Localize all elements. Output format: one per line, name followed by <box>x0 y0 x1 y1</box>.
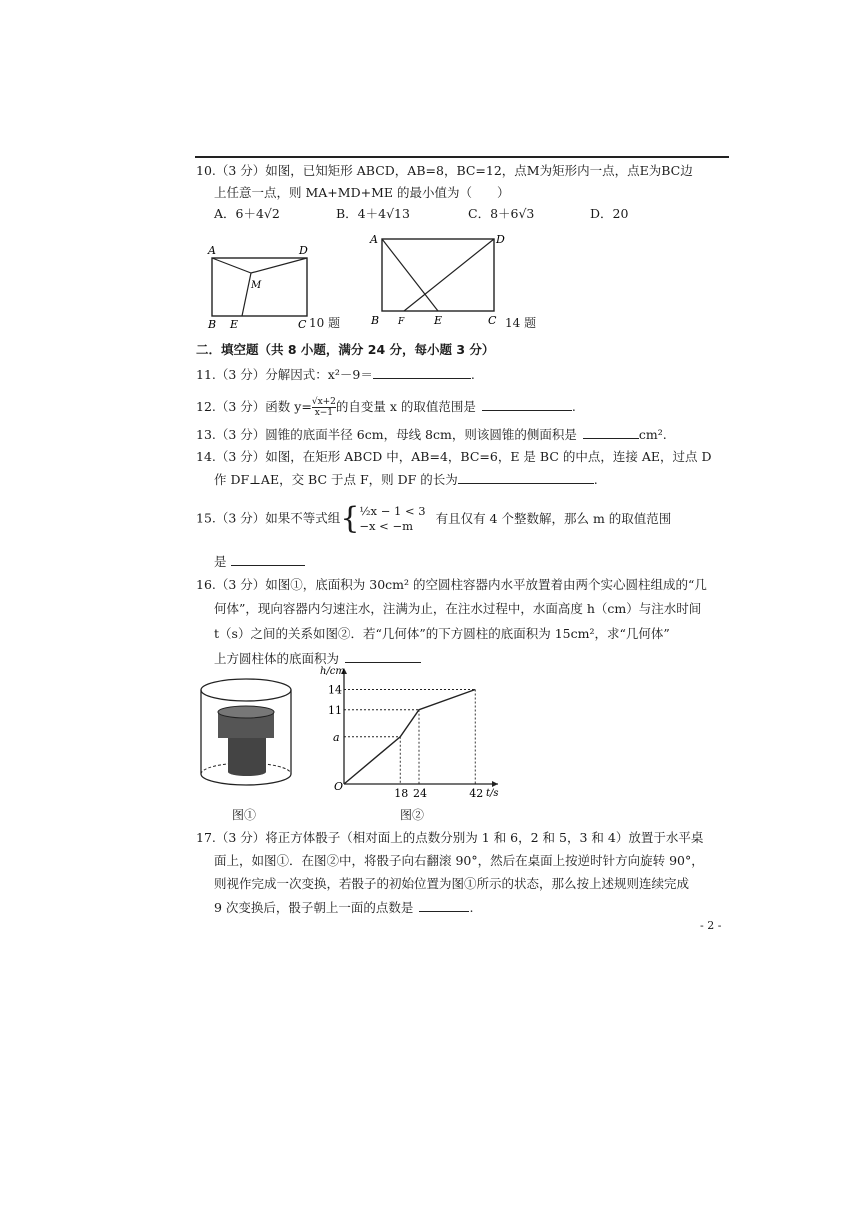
q16-figure-1 <box>196 672 306 798</box>
x-tick-label-18: 18 <box>394 787 409 798</box>
q11-stem: 11.（3 分）分解因式：x²－9＝ <box>196 367 373 382</box>
q10-option-a: A．6＋4√2 <box>214 206 280 221</box>
q16-line2: 何体”，现向容器内匀速注水，注满为止，在注水过程中，水面高度 h（cm）与注水时间 <box>214 601 702 616</box>
q14-answer-blank[interactable] <box>458 471 594 484</box>
q10-option-d: D．20 <box>590 206 629 221</box>
y-tick-label-11: 11 <box>328 703 342 717</box>
q17-answer-blank[interactable] <box>419 899 469 912</box>
q12-text: 12.（3 分）函数 y= $\frac{√x+2}{x-1}$ 的自变量 x 的取值范围是 . <box>196 397 576 418</box>
top-rule <box>195 156 729 158</box>
q15-inequality-2: −x < −m <box>359 519 414 533</box>
q14-segment-df <box>404 239 494 311</box>
q13-answer-blank[interactable] <box>583 426 639 439</box>
q10-label-c: C <box>298 318 307 331</box>
q10-label-a: A <box>208 244 216 257</box>
x-tick-label-24: 24 <box>413 787 427 798</box>
x-axis-label: t/s <box>486 788 499 798</box>
q10-figure-caption: 10 题 <box>309 316 341 330</box>
q16-figure-2-caption: 图② <box>400 808 425 822</box>
q15-inequality-1: ½x − 1 < 3 <box>359 504 426 518</box>
q17-stem: 9 次变换后，骰子朝上一面的点数是 <box>214 900 414 915</box>
q14-label-d: D <box>496 233 505 246</box>
q14-label-e: E <box>434 314 443 327</box>
q10-label-e: E <box>230 318 239 331</box>
q10-segment-md <box>251 258 307 273</box>
y-axis-label: h/cm <box>320 666 345 677</box>
q15-prefix: 15.（3 分）如果不等式组 <box>196 510 341 526</box>
q12-denominator: x−1 <box>314 408 334 418</box>
q11-answer-blank[interactable] <box>373 366 471 379</box>
q15-inequality-system <box>359 504 425 534</box>
q15-line2 <box>214 553 305 570</box>
q15-answer-blank[interactable] <box>231 553 305 566</box>
q10-label-b: B <box>208 318 217 331</box>
q10-label-m: M <box>251 280 262 291</box>
q10-stem-line1: 10.（3 分）如图，已知矩形 ABCD，AB=8，BC=12，点M为矩形内一点，点E为BC边 <box>196 163 693 178</box>
q14-label-f: F <box>398 317 405 327</box>
q10-option-b: B．4＋4√13 <box>336 206 410 221</box>
q16-line3: t（s）之间的关系如图②．若“几何体”的下方圆柱的底面积为 15cm²，求“几何体” <box>214 626 670 641</box>
y-tick-label-14: 14 <box>328 683 342 697</box>
x-tick-label-42: 42 <box>469 787 484 798</box>
y-tick-label-a: a <box>333 730 340 744</box>
q10-segment-me <box>242 273 251 316</box>
q16-line1: 16.（3 分）如图①，底面积为 30cm² 的空圆柱容器内水平放置着由两个实心圆柱组成的“几 <box>196 577 707 592</box>
q14-rectangle <box>382 239 494 311</box>
origin-label: O <box>334 780 344 793</box>
q17-line1: 17.（3 分）将正方体骰子（相对面上的点数分别为 1 和 6，2 和 5，3 和 4）放置于水平桌 <box>196 830 704 845</box>
q10-option-c: C．8＋6√3 <box>468 206 535 221</box>
x-axis-arrow <box>492 781 498 787</box>
q10-segment-ma <box>212 258 251 273</box>
q14-figure-caption: 14 题 <box>505 316 537 330</box>
q15-suffix: 有且仅有 4 个整数解，那么 m 的取值范围 <box>435 510 672 526</box>
series-line <box>344 690 475 785</box>
q15-line2-text: 是 <box>214 554 227 569</box>
q15-line1: 15.（3 分）如果不等式组{ ½x − 1 < 3 −x < −m 有且仅有 4 个整数解，那么 m 的取值范围 <box>196 501 672 536</box>
q11-text: 11.（3 分）分解因式：x²－9＝ . <box>196 367 475 382</box>
lower-solid-cylinder <box>228 738 266 772</box>
q16-figure-2 <box>318 662 508 802</box>
q10-label-d: D <box>299 244 308 257</box>
q14-label-b: B <box>371 314 380 327</box>
q13-unit: cm². <box>638 427 667 442</box>
q13-text <box>196 426 667 443</box>
q13-stem: 13.（3 分）圆锥的底面半径 6cm，母线 8cm，则该圆锥的侧面积是 <box>196 427 577 442</box>
q14-figure <box>368 225 508 334</box>
q12-prefix: 12.（3 分）函数 y= <box>196 399 312 414</box>
q12-numerator: √x+2 <box>311 397 336 407</box>
q16-stem: 上方圆柱体的底面积为 <box>214 651 340 666</box>
section-fill-in-title: 二．填空题（共 8 小题，满分 24 分，每小题 3 分） <box>196 342 495 357</box>
q14-stem: 作 DF⊥AE，交 BC 于点 F，则 DF 的长为 <box>214 472 458 487</box>
q14-segment-ae <box>382 239 438 311</box>
container-top-ellipse <box>201 679 291 701</box>
q14-line1: 14.（3 分）如图，在矩形 ABCD 中，AB=4，BC=6，E 是 BC 的中点，连接 AE，过点 D <box>196 449 712 464</box>
q14-label-c: C <box>488 314 497 327</box>
q14-line2: 作 DF⊥AE，交 BC 于点 F，则 DF 的长为 . <box>214 472 598 487</box>
page-number: - 2 - <box>700 919 722 932</box>
q17-line4: 9 次变换后，骰子朝上一面的点数是 . <box>214 900 474 915</box>
q16-figure-1-caption: 图① <box>232 808 257 822</box>
q14-label-a: A <box>370 233 378 246</box>
water-height-chart <box>318 662 508 798</box>
q12-fraction <box>312 397 336 418</box>
q12-suffix: 的自变量 x 的取值范围是 <box>335 399 476 414</box>
q12-answer-blank[interactable] <box>482 398 572 411</box>
q10-stem-line2: 上任意一点，则 MA+MD+ME 的最小值为（ ） <box>214 185 510 200</box>
q17-line3: 则视作完成一次变换，若骰子的初始位置为图①所示的状态，那么按上述规则连续完成 <box>214 876 690 891</box>
q17-line2: 面上，如图①．在图②中，将骰子向右翻滚 90°，然后在桌面上按逆时针方向旋转 90°， <box>214 853 704 868</box>
